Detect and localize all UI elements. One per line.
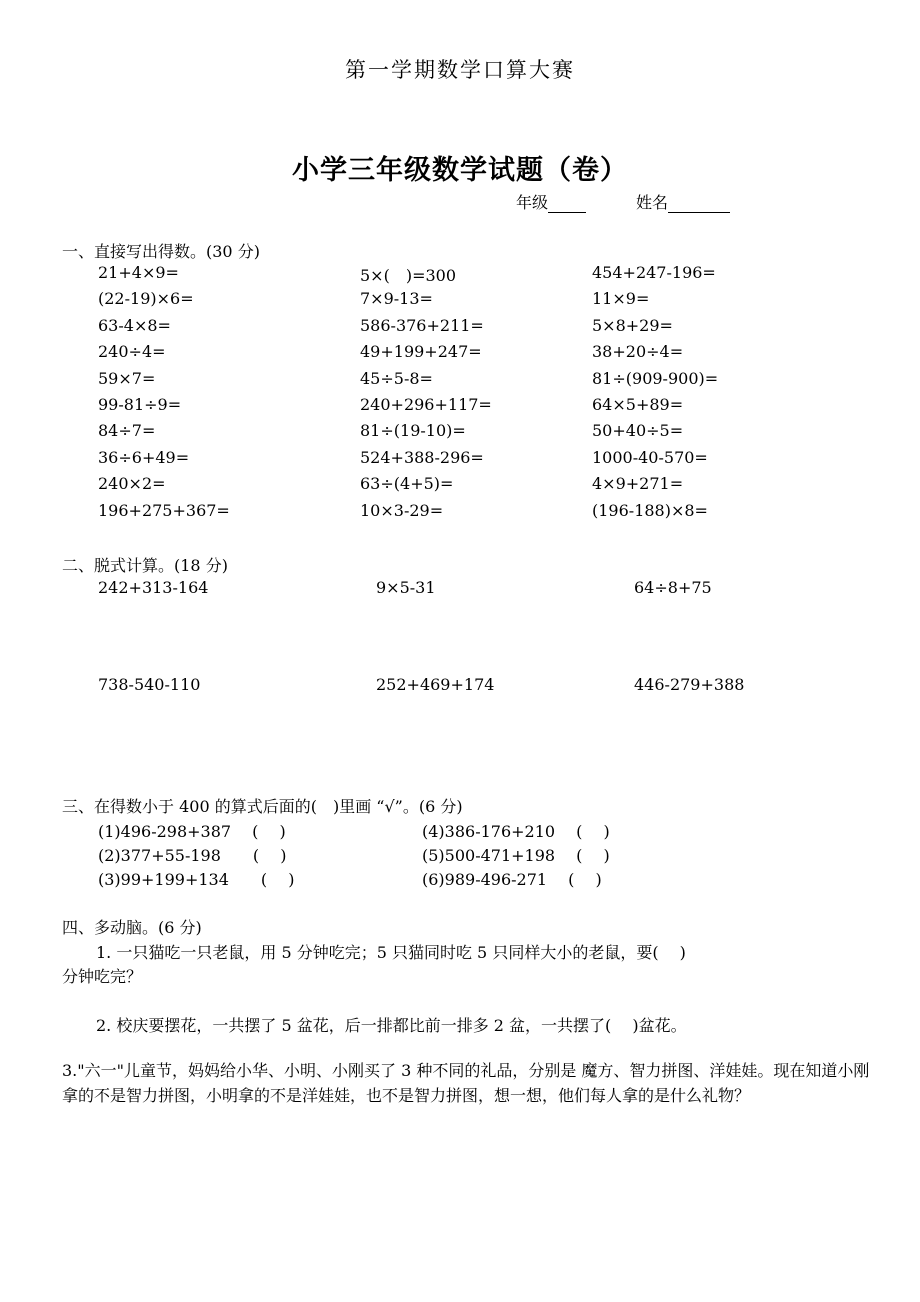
page-title: 小学三年级数学试题（卷） bbox=[292, 155, 628, 186]
problem: (3)99+199+134 ( ) bbox=[98, 870, 295, 889]
section3-heading: 三、在得数小于 400 的算式后面的( )里画 “√”。(6 分) bbox=[62, 797, 463, 816]
section2-heading: 二、脱式计算。(18 分) bbox=[62, 556, 228, 575]
problem: 11×9= bbox=[592, 289, 650, 308]
problem: 64÷8+75 bbox=[634, 578, 712, 597]
problem: 7×9-13= bbox=[360, 289, 433, 308]
top-title: 第一学期数学口算大赛 bbox=[345, 58, 575, 82]
problem: 64×5+89= bbox=[592, 395, 684, 414]
problem: 38+20÷4= bbox=[592, 342, 684, 361]
question-3: 3."六一"儿童节，妈妈给小华、小明、小刚买了 3 种不同的礼品，分别是 魔方、智力拼图、洋娃娃。现在知道小刚拿的不是智力拼图，小明拿的不是洋娃娃，也不是智力拼图，想一想，他们每人拿的是什么礼物？ bbox=[62, 1061, 870, 1105]
problem: (22-19)×6= bbox=[98, 289, 194, 308]
problem: 738-540-110 bbox=[98, 675, 201, 694]
problem: 45÷5-8= bbox=[360, 369, 433, 388]
problem: 50+40÷5= bbox=[592, 421, 684, 440]
problem: 81÷(909-900)= bbox=[592, 369, 719, 388]
problem: 454+247-196= bbox=[592, 263, 716, 282]
problem: 586-376+211= bbox=[360, 316, 484, 335]
problem: 10×3-29= bbox=[360, 501, 444, 520]
question-1-cont: 分钟吃完？ bbox=[62, 967, 143, 986]
question-1: 1. 一只猫吃一只老鼠，用 5 分钟吃完；5 只猫同时吃 5 只同样大小的老鼠，要( ) bbox=[96, 943, 686, 962]
name-blank bbox=[668, 194, 730, 213]
problem: 49+199+247= bbox=[360, 342, 482, 361]
problem: 9×5-31 bbox=[376, 578, 436, 597]
problem: 63÷(4+5)= bbox=[360, 474, 454, 493]
grade-label: 年级 bbox=[516, 193, 549, 212]
section1-heading: 一、直接写出得数。(30 分) bbox=[62, 242, 260, 261]
grade-blank bbox=[548, 194, 586, 213]
problem: 84÷7= bbox=[98, 421, 156, 440]
problem: (196-188)×8= bbox=[592, 501, 708, 520]
problem: (1)496-298+387 ( ) bbox=[98, 822, 286, 841]
problem: 5×8+29= bbox=[592, 316, 673, 335]
problem: 36÷6+49= bbox=[98, 448, 190, 467]
section4-heading: 四、多动脑。(6 分) bbox=[62, 918, 202, 937]
grade-field bbox=[516, 190, 586, 213]
problem: 63-4×8= bbox=[98, 316, 171, 335]
problem: (4)386-176+210 ( ) bbox=[422, 822, 610, 841]
problem: 4×9+271= bbox=[592, 474, 684, 493]
problem: 240+296+117= bbox=[360, 395, 492, 414]
problem: 446-279+388 bbox=[634, 675, 745, 694]
problem: 252+469+174 bbox=[376, 675, 495, 694]
name-field bbox=[636, 190, 730, 213]
name-label: 姓名 bbox=[636, 193, 669, 212]
problem: 81÷(19-10)= bbox=[360, 421, 466, 440]
question-2: 2. 校庆要摆花，一共摆了 5 盆花，后一排都比前一排多 2 盆，一共摆了( )盆花。 bbox=[96, 1016, 687, 1035]
problem: (2)377+55-198 ( ) bbox=[98, 846, 287, 865]
problem: 21+4×9= bbox=[98, 263, 179, 282]
problem: 240÷4= bbox=[98, 342, 166, 361]
problem: (5)500-471+198 ( ) bbox=[422, 846, 610, 865]
problem: 1000-40-570= bbox=[592, 448, 708, 467]
problem: 5×( )=300 bbox=[360, 266, 457, 285]
problem: 242+313-164 bbox=[98, 578, 209, 597]
problem: (6)989-496-271 ( ) bbox=[422, 870, 602, 889]
problem: 524+388-296= bbox=[360, 448, 484, 467]
problem: 99-81÷9= bbox=[98, 395, 182, 414]
problem: 196+275+367= bbox=[98, 501, 230, 520]
problem: 59×7= bbox=[98, 369, 156, 388]
problem: 240×2= bbox=[98, 474, 166, 493]
